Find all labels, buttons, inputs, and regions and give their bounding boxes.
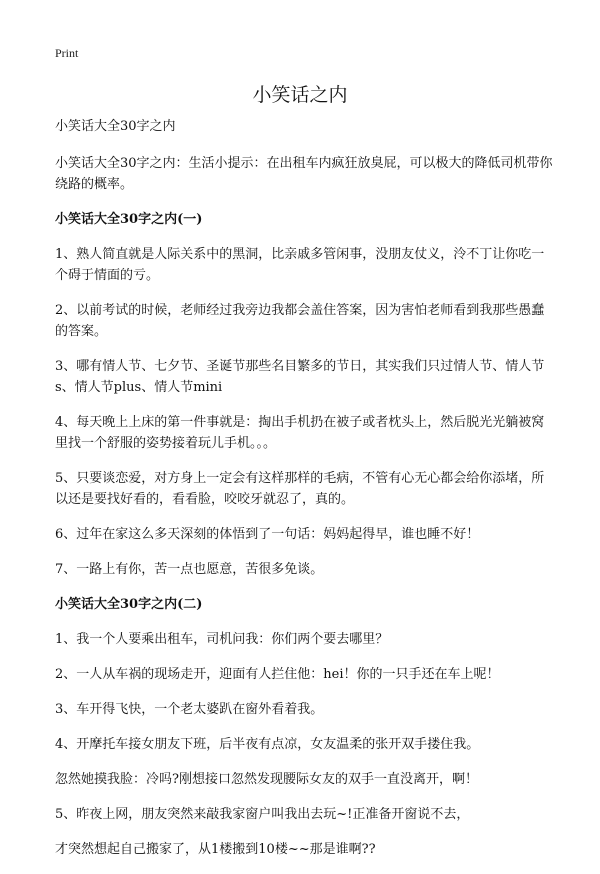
print-link[interactable]: Print: [55, 46, 79, 60]
joke-paragraph: 3、车开得飞快，一个老太婆趴在窗外看着我。: [55, 702, 324, 717]
joke-paragraph: 5、昨夜上网，朋友突然来敲我家窗户叫我出去玩~!正准备开窗说不去，: [55, 807, 470, 822]
article-body: [55, 116, 555, 874]
joke-paragraph: 6、过年在家这么多天深刻的体悟到了一句话：妈妈起得早，谁也睡不好！: [55, 527, 480, 542]
section-heading-1: 小笑话大全30字之内(一): [55, 212, 203, 227]
joke-paragraph: 1、我一个人要乘出租车，司机问我：你们两个要去哪里？: [55, 632, 389, 647]
joke-paragraph: 2、以前考试的时候，老师经过我旁边我都会盖住答案，因为害怕老师看到我那些愚蠢的答案。: [55, 303, 545, 339]
section-heading-2: 小笑话大全30字之内(二): [55, 597, 203, 612]
joke-paragraph: 1、熟人简直就是人际关系中的黑洞，比亲戚多管闲事，没朋友仗义，泠不丁让你吃一个碍于情面的亏。: [55, 247, 545, 283]
intro-paragraph: 小笑话大全30字之内：生活小提示：在出租车内疯狂放臭屁，可以极大的降低司机带你绕路的概率。: [55, 156, 553, 192]
page-title: 小笑话之内: [252, 84, 348, 106]
article-subtitle: 小笑话大全30字之内: [55, 119, 176, 134]
joke-paragraph: 才突然想起自己搬家了，从1楼搬到10楼~~那是谁啊??: [55, 842, 376, 857]
joke-paragraph: 5、只要谈恋爱，对方身上一定会有这样那样的毛病，不管有心无心都会给你添堵，所以还是要找好看的，看看脸，咬咬牙就忍了，真的。: [55, 471, 545, 507]
joke-paragraph: 4、每天晚上上床的第一件事就是：掏出手机扔在被子或者枕头上，然后脱光光躺被窝里找一个舒服的姿势接着玩儿手机。。。: [55, 415, 545, 451]
joke-paragraph: 2、一人从车祸的现场走开，迎面有人拦住他：hei！你的一只手还在车上呢！: [55, 667, 500, 682]
joke-paragraph: 忽然她摸我脸：冷吗?刚想接口忽然发现腰际女友的双手一直没离开，啊！: [55, 772, 478, 787]
joke-paragraph: 7、一路上有你，苦一点也愿意，苦很多免谈。: [55, 562, 324, 577]
joke-paragraph: 4、开摩托车接女朋友下班，后半夜有点凉，女友温柔的张开双手搂住我。: [55, 737, 480, 752]
joke-paragraph: 3、哪有情人节、七夕节、圣诞节那些名目繁多的节日，其实我们只过情人节、情人节s、情人节plus、情人节mini: [55, 359, 545, 395]
